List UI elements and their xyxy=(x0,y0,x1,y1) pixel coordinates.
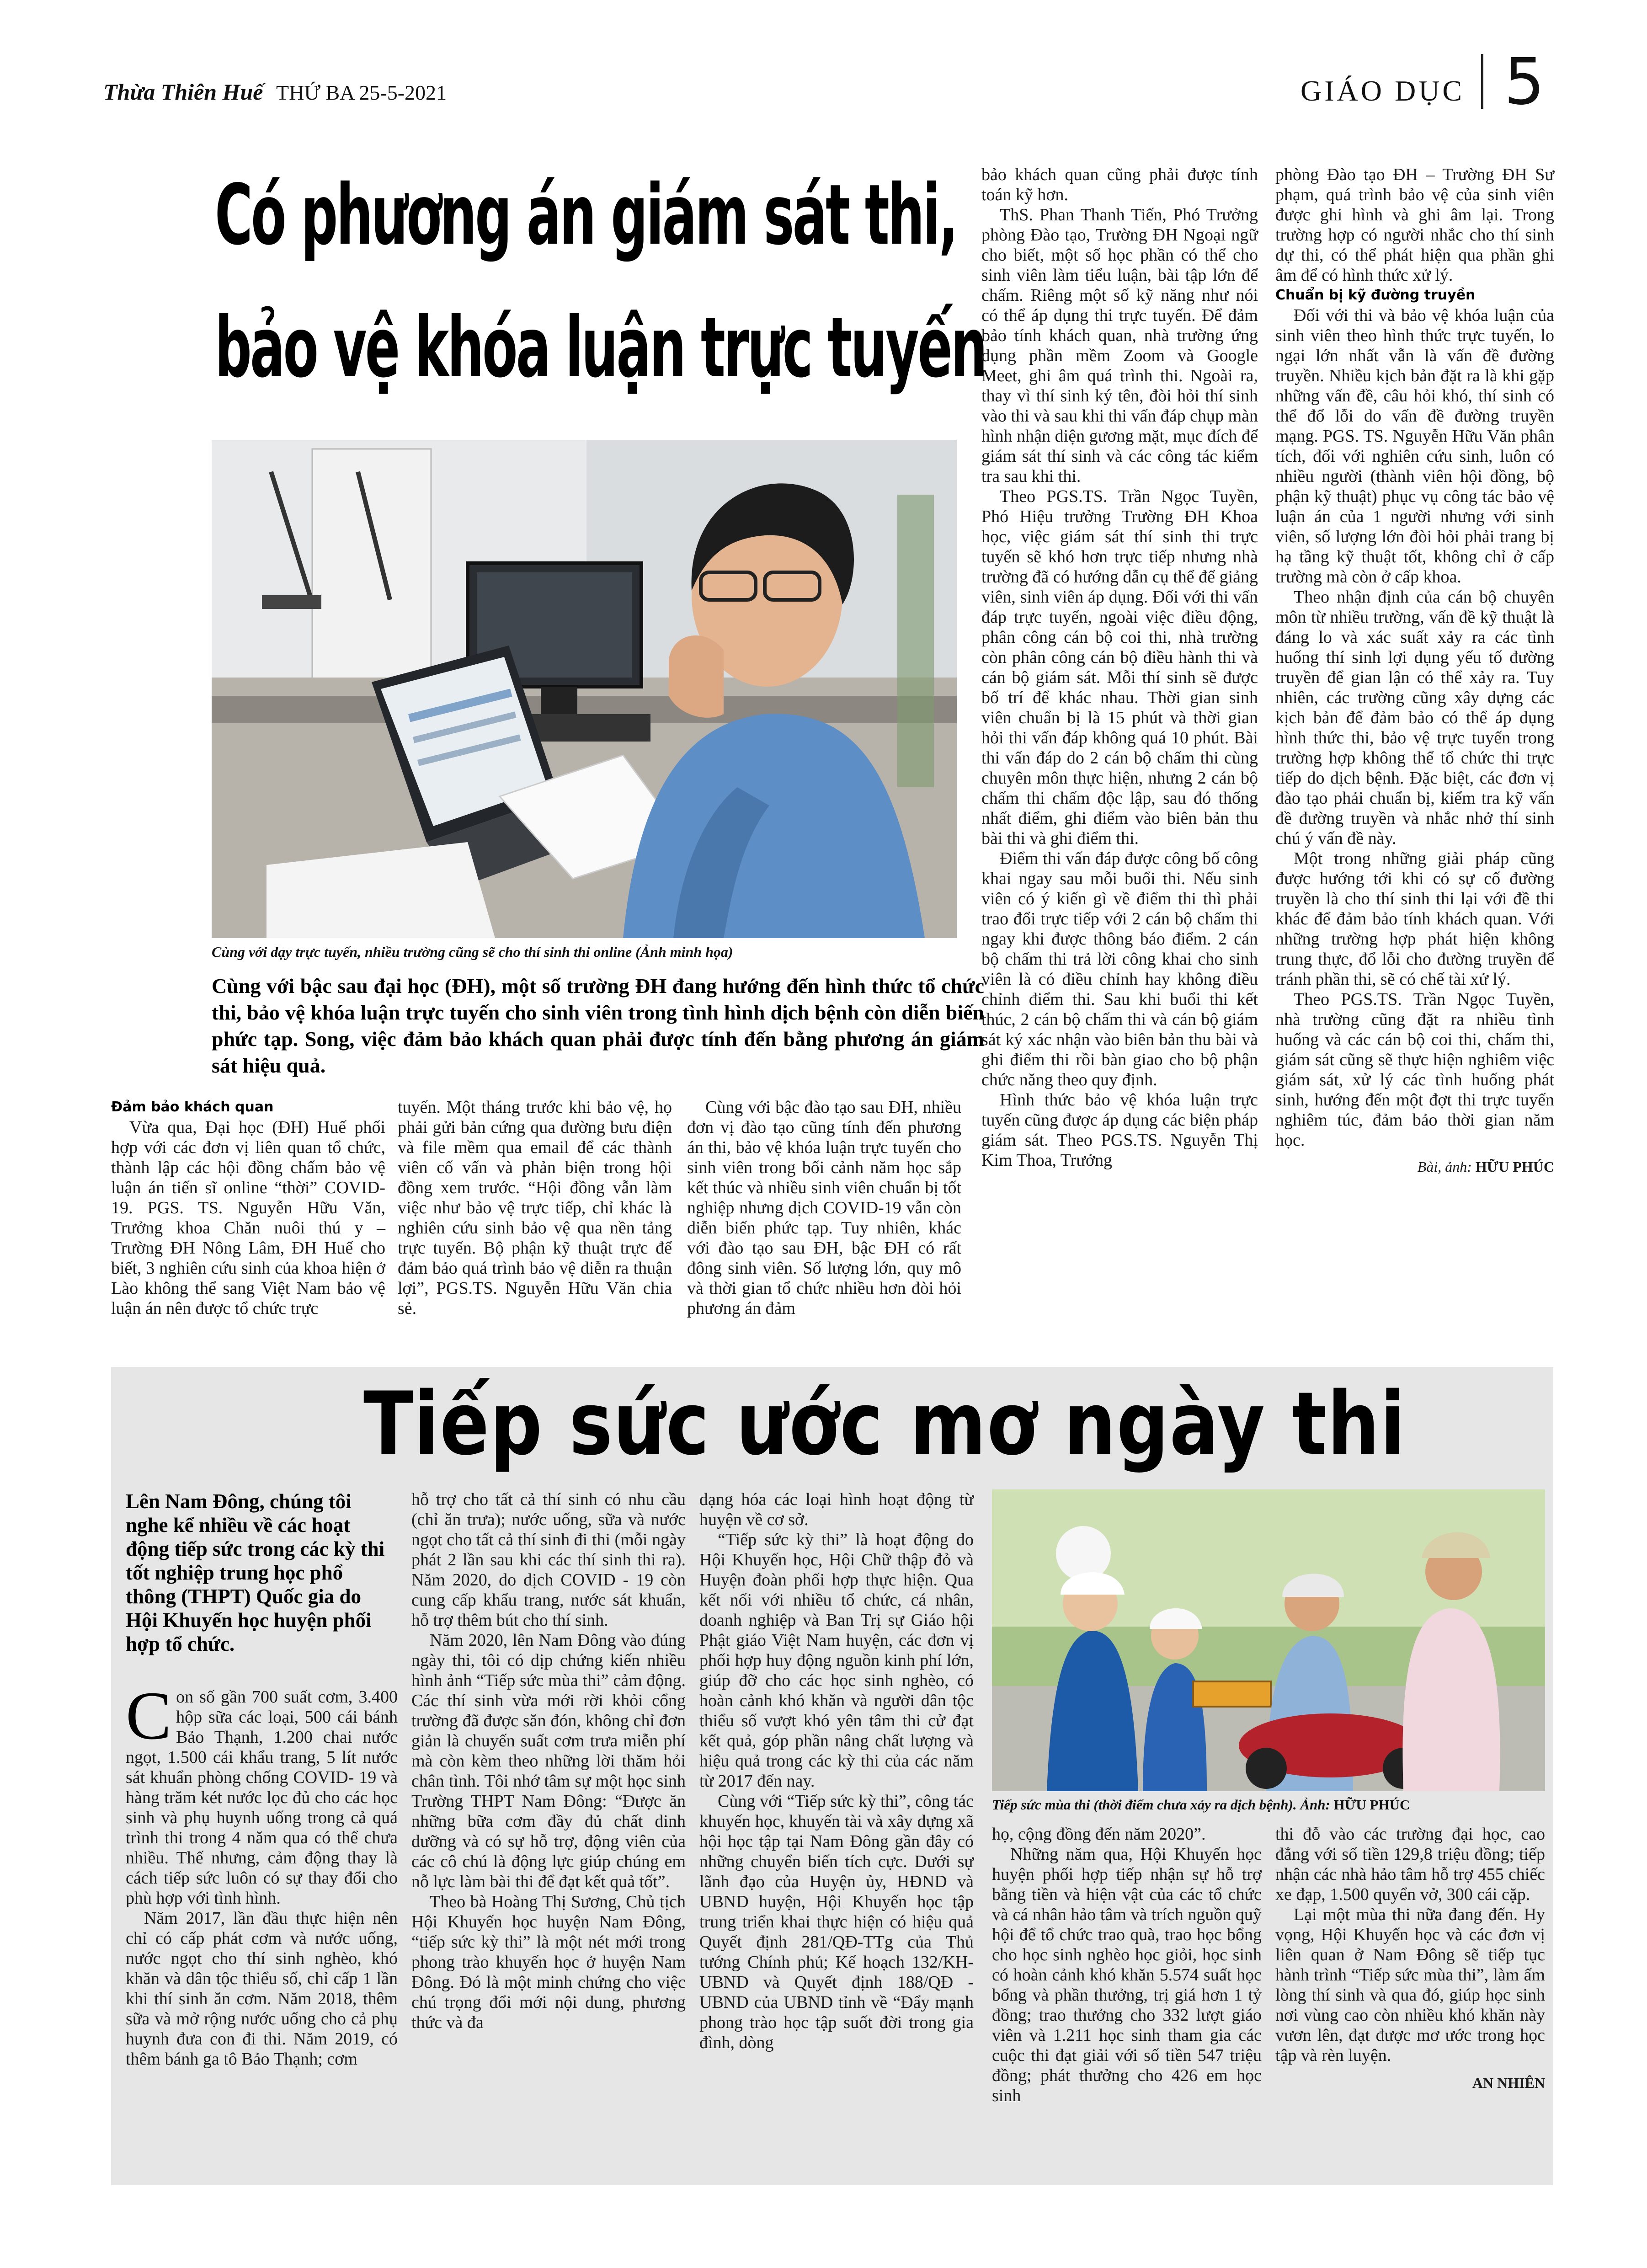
issue-date: THỨ BA 25-5-2021 xyxy=(276,81,447,104)
section-title: GIÁO DỤC xyxy=(1301,75,1465,107)
article1-byline xyxy=(1275,1157,1554,1177)
article1-col4-p1: bảo khách quan cũng phải được tính toán kỹ hơn. xyxy=(981,165,1258,204)
article2-col2-p3: Theo bà Hoàng Thị Sương, Chủ tịch Hội Khuyến học huyện Nam Đông, “tiếp sức kỳ thi” là một nét mới trong phong trào khuyến học ở huyện Nam Đông. Đó là một minh chứng cho việc chú trọng đổi mới nội dung, phương thức và đa xyxy=(411,1892,686,2032)
article1-col3-text: Cùng với bậc đào tạo sau ĐH, nhiều đơn vị đào tạo cũng tính đến phương án thi, bảo vệ khóa luận trực tuyến cho sinh viên trong bối cảnh năm học sắp kết thúc và nhiều sinh viên chuẩn bị tốt nghiệp nhưng dịch COVID-19 vẫn còn diễn biến phức tạp. Tuy nhiên, khác với đào tạo sau ĐH, bậc ĐH có rất đông sinh viên. Số lượng lớn, quy mô và thời gian tổ chức nhiều hơn đòi hỏi phương án đảm xyxy=(687,1098,961,1318)
article2-column-3 xyxy=(699,1489,974,2053)
header-divider xyxy=(1481,54,1483,109)
article1-headline-line2: bảo vệ khóa luận trực tuyến xyxy=(215,299,986,396)
article2-col3-p3: Cùng với “Tiếp sức kỳ thi”, công tác khuyến học, khuyến tài và xây dựng xã hội học tập tại Nam Đông gần đây có những chuyển biến tích cực. Dưới sự lãnh đạo của Huyện ủy, HĐND và UBND huyện, Hội Khuyến học tập trung triển khai thực hiện có hiệu quả Quyết định 281/QĐ-TTg của Thủ tướng Chính phủ; Kế hoạch 132/KH-UBND và Quyết định 188/QĐ - UBND của UBND tỉnh về “Đẩy mạnh phong trào học tập suốt đời trong gia đình, dòng xyxy=(699,1792,974,2052)
article2-col4-p2: Những năm qua, Hội Khuyến học huyện phối hợp tiếp nhận sự hỗ trợ bằng tiền và hiện vật của các tổ chức và cá nhân hảo tâm và trích nguồn quỹ hội để tổ chức trao quà, trao học bổng cho học sinh nghèo học giỏi, học sinh có hoàn cảnh khó khăn 5.574 suất học bổng và phần thưởng, trị giá hơn 1 tỷ đồng; trao thưởng cho 332 lượt giáo viên và 1.211 học sinh tham gia các cuộc thi đạt giải với số tiền 547 triệu đồng; phát thưởng cho 426 em học sinh xyxy=(992,1845,1262,2105)
article1-subhead-connection: Chuẩn bị kỹ đường truyền xyxy=(1275,287,1476,303)
article1-photo xyxy=(212,440,957,938)
masthead-paper-name: Thừa Thiên Huế xyxy=(103,79,263,105)
page-number: 5 xyxy=(1504,45,1545,119)
article2-col3-p1: dạng hóa các loại hình hoạt động từ huyện về cơ sở. xyxy=(699,1490,974,1529)
article1-lead: Cùng với bậc sau đại học (ĐH), một số trường ĐH đang hướng đến hình thức tổ chức thi, bảo vệ khóa luận trực tuyến cho sinh viên trong tình hình dịch bệnh còn diễn biến phức tạp. Song, việc đảm bảo khách quan phải được tính đến bằng phương án giám sát hiệu quả. xyxy=(212,974,984,1077)
article1-col5-p3: Theo nhận định của cán bộ chuyên môn từ nhiều trường, vấn đề kỹ thuật là đáng lo và xác suất xảy ra các tình huống thí sinh lợi dụng yếu tố đường truyền để gian lận có thể xảy ra. Tuy nhiên, các trường cũng xây dựng các kịch bản để đảm bảo có thể áp dụng hình thức thi, bảo vệ trực tuyến trong trường hợp không thể tổ chức thi trực tiếp do dịch bệnh. Đặc biệt, các đơn vị đào tạo phải chuẩn bị, kiểm tra kỹ vấn đề đường truyền và nhắc nhở thí sinh chú ý vấn đề này. xyxy=(1275,587,1554,848)
article2-column-5 xyxy=(1275,1824,1545,2093)
article1-col1-text: Vừa qua, Đại học (ĐH) Huế phối hợp với các đơn vị liên quan tổ chức, thành lập các hội đồng chấm bảo vệ luận án tiến sĩ online “thời” COVID-19. PGS. TS. Nguyễn Hữu Văn, Trưởng khoa Chăn nuôi thú y – Trường ĐH Nông Lâm, ĐH Huế cho biết, 3 nghiên cứu sinh của khoa hiện ở Lào không thể sang Việt Nam bảo vệ luận án nên được tổ chức trực xyxy=(111,1118,385,1318)
article1-col5-p4: Một trong những giải pháp cũng được hướng tới khi có sự cố đường truyền là cho thí sinh thi lại với đề thi khác để đảm bảo tính khách quan. Với những trường hợp phát hiện không trung thực, đổ lỗi cho đường truyền để tránh phần thi, sẽ có chế tài xử lý. xyxy=(1275,849,1554,989)
article1-headline-line1: Có phương án giám sát thi, xyxy=(215,166,957,263)
article2-photo xyxy=(992,1489,1545,1791)
article1-col4-p3: Theo PGS.TS. Trần Ngọc Tuyền, Phó Hiệu trưởng Trường ĐH Khoa học, việc giám sát thí sinh thi trực tuyến sẽ khó hơn trực tiếp nhưng nhà trường đã có hướng dẫn cụ thể để giảng viên, sinh viên áp dụng. Đối với thi vấn đáp trực tuyến, ngoài việc điều động, phân công cán bộ coi thi, nhà trường còn phân công cán bộ điều hành thi và cán bộ giám sát. Mỗi thí sinh sẽ được bố trí để khác nhau. Thời gian sinh viên chuẩn bị là 15 phút và thời gian hỏi thi vấn đáp không quá 10 phút. Bài thi vấn đáp do 2 cán bộ chấm thi cùng chuyên môn thực hiện, nhưng 2 cán bộ chấm thi chấm độc lập, sau đó thống nhất điểm, ghi điểm vào biên bản thu bài thi và ghi điểm thi. xyxy=(981,487,1258,848)
article2-byline-author: AN NHIÊN xyxy=(1472,2075,1545,2091)
article2-byline xyxy=(1275,2073,1545,2093)
article2-col1-p2: Năm 2017, lần đầu thực hiện nên chỉ có cấp phát cơm và nước uống, nước ngọt cho thí sinh nghèo, khó khăn và dân tộc thiểu số, chỉ cấp 1 lần khi thí sinh ăn cơm. Năm 2018, thêm sữa và mở rộng nước uống cho cả phụ huynh đưa con đi thi. Năm 2019, có thêm bánh ga tô Bảo Thạnh; cơm xyxy=(126,1909,398,2069)
article2-col5-p1: thi đỗ vào các trường đại học, cao đẳng với số tiền 129,8 triệu đồng; tiếp nhận các nhà hảo tâm hỗ trợ 455 chiếc xe đạp, 1.500 quyển vở, 300 cái cặp. xyxy=(1275,1825,1545,1904)
article1-column-5 xyxy=(1275,165,1554,1177)
article2-caption-text: Tiếp sức mùa thi (thời điểm chưa xảy ra dịch bệnh). Ảnh: xyxy=(992,1797,1330,1813)
article1-col2-text: tuyến. Một tháng trước khi bảo vệ, họ phải gửi bản cứng qua đường bưu điện và file mềm qua email để các thành viên cố vấn và phản biện trong hội đồng xem trước. “Hội đồng vẫn làm việc như bảo vệ trực tiếp, chỉ khác là nghiên cứu sinh bảo vệ qua nền tảng trực tuyến. Bộ phận kỹ thuật trực để đảm bảo quá trình bảo vệ diễn ra thuận lợi”, PGS.TS. Nguyễn Hữu Văn chia sẻ. xyxy=(398,1098,672,1318)
article1-byline-author: HỮU PHÚC xyxy=(1475,1158,1554,1175)
article2-column-1 xyxy=(126,1678,398,2069)
article2-photo-caption xyxy=(992,1796,1554,1814)
article1-column-4 xyxy=(981,165,1258,1170)
article1-column-3 xyxy=(687,1097,961,1318)
article1-col4-p4: Điểm thi vấn đáp được công bố công khai ngay sau mỗi buổi thi. Nếu sinh viên có ý kiến gì về điểm thi thì phải trao đổi trực tiếp với 2 cán bộ chấm thi ngay khi được thông báo điểm. 2 cán bộ chấm thi trả lời công khai cho sinh viên là có điều chỉnh hay không điều chỉnh điểm thi. Sau khi buổi thi kết thúc, 2 cán bộ chấm thi và cán bộ giám sát ký xác nhận vào biên bản thu bài và ghi điểm thi rồi bàn giao cho bộ phận chức năng theo quy định. xyxy=(981,849,1258,1089)
article2-col3-p2: “Tiếp sức kỳ thi” là hoạt động do Hội Khuyến học, Hội Chữ thập đỏ và Huyện đoàn phối hợp thực hiện. Qua kết nối với nhiều tổ chức, cá nhân, doanh nghiệp và Ban Trị sự Giáo hội Phật giáo Việt Nam huyện, các đơn vị phối hợp huy động nguồn kinh phí lớn, giúp đỡ cho các học sinh nghèo, có hoàn cảnh khó khăn và người dân tộc thiểu số vượt khó yên tâm thi cử đạt kết quả, góp phần nâng chất lượng và hiệu quả trong các kỳ thi của các năm từ 2017 đến nay. xyxy=(699,1530,974,1791)
article1-col5-p1: phòng Đào tạo ĐH – Trường ĐH Sư phạm, quá trình bảo vệ của sinh viên được ghi hình và ghi âm lại. Trong trường hợp có người nhắc cho thí sinh dự thi, có thể phát hiện qua phần ghi âm để có hình thức xử lý. xyxy=(1275,165,1554,285)
article2-dropcap: C xyxy=(126,1678,172,1754)
article1-subhead-objectivity: Đảm bảo khách quan xyxy=(111,1099,274,1115)
article1-photo-caption: Cùng với dạy trực tuyến, nhiều trường cũng sẽ cho thí sinh thi online (Ảnh minh họa) xyxy=(212,944,733,960)
article1-col5-p2: Đối với thi và bảo vệ khóa luận của sinh viên theo hình thức trực tuyến, lo ngại lớn nhất vẫn là vấn đề đường truyền. Nhiều kịch bản đặt ra là khi gặp những vấn đề, câu hỏi khó, thí sinh có thể đổ lỗi do vấn đề đường truyền mạng. PGS. TS. Nguyễn Hữu Văn phân tích, đối với nghiên cứu sinh, luôn có nhiều người (thành viên hội đồng, bộ phận kỹ thuật) phục vụ công tác bảo vệ luận án của 1 người nhưng với sinh viên, số lượng lớn đòi hỏi phải trang bị hạ tầng kỹ thuật tốt, không chỉ ở cấp trường mà còn ở cấp khoa. xyxy=(1275,306,1554,587)
volunteer-photo-illustration xyxy=(992,1489,1545,1791)
article2-headline: Tiếp sức ước mơ ngày thi xyxy=(363,1373,1406,1474)
article2-column-2 xyxy=(411,1489,686,2033)
article2-col2-p1: hỗ trợ cho tất cả thí sinh có nhu cầu (chỉ ăn trưa); nước uống, sữa và nước ngọt cho tất cả thí sinh đi thi (mỗi ngày phát 2 lần sau khi các thí sinh thi ra). Năm 2020, do dịch COVID - 19 còn cung cấp khẩu trang, nước sát khuẩn, hỗ trợ thêm bút cho thí sinh. xyxy=(411,1490,686,1630)
article1-col4-p2: ThS. Phan Thanh Tiến, Phó Trưởng phòng Đào tạo, Trường ĐH Ngoại ngữ cho biết, một số học phần có thể cho sinh viên làm tiểu luận, bài tập lớn để chấm. Riêng một số kỹ năng như nói có thể áp dụng thi trực tuyến. Để đảm bảo tính khách quan, nhà trường ứng dụng phần mềm Zoom và Google Meet, ghi âm quá trình thi. Ngoài ra, thay vì thí sinh ký tên, đòi hỏi thí sinh vào thi và sau khi thi vấn đáp chụp màn hình nhận diện gương mặt, mục đích để giám sát thí sinh và các công tác kiểm tra sau khi thi. xyxy=(981,205,1258,486)
office-photo-illustration xyxy=(212,440,957,938)
article2-col4-p1: họ, cộng đồng đến năm 2020”. xyxy=(992,1825,1206,1844)
article2-column-4 xyxy=(992,1824,1262,2106)
article2-col1-p1: on số gần 700 suất cơm, 3.400 hộp sữa các loại, 500 cái bánh Bảo Thạnh, 1.200 chai nước ngọt, 1.500 cái khẩu trang, 5 lít nước sát khuẩn phòng chống COVID- 19 và hàng trăm két nước lọc đủ cho các học sinh và phụ huynh uống trong cả quá trình thi trong 4 năm qua có thể chưa nhiều. Thế nhưng, cảm động thay là cách tiếp sức luôn có sự thay đổi cho phù hợp với tình hình. xyxy=(126,1687,398,1908)
article1-col5-p5: Theo PGS.TS. Trần Ngọc Tuyền, nhà trường cũng đặt ra nhiều tình huống và các cán bộ coi thi, chấm thi, giám sát cũng sẽ thực hiện nghiêm việc giám sát, xử lý các tình huống phát sinh, hướng đến một đợt thi trực tuyến nghiêm túc, đảm bảo thời gian năm học. xyxy=(1275,990,1554,1150)
article1-col4-p5: Hình thức bảo vệ khóa luận trực tuyến cũng được áp dụng các biện pháp giám sát. Theo PGS.TS. Nguyễn Thị Kim Thoa, Trưởng xyxy=(981,1090,1258,1170)
article2-col2-p2: Năm 2020, lên Nam Đông vào đúng ngày thi, tôi có dịp chứng kiến nhiều hình ảnh “Tiếp sức mùa thi” cảm động. Các thí sinh vừa mới rời khỏi cổng trường đã được săn đón, không chỉ đơn giản là chuyến suất cơm trưa miễn phí mà còn kèm theo những lời thăm hỏi chân tình. Tôi nhớ tâm sự một học sinh Trường THPT Nam Đông: “Được ăn những bữa cơm đầy đủ chất dinh dưỡng và có sự hỗ trợ, động viên của các cô chú là động lực giúp chúng em nỗ lực làm bài thi để đạt kết quả tốt”. xyxy=(411,1631,686,1891)
article2-lead: Lên Nam Đông, chúng tôi nghe kể nhiều về các hoạt động tiếp sức trong các kỳ thi tốt nghiệp trung học phổ thông (THPT) Quốc gia do Hội Khuyến học huyện phối hợp tổ chức. xyxy=(126,1490,385,1655)
article1-column-2 xyxy=(398,1097,672,1318)
article1-byline-prefix: Bài, ảnh: xyxy=(1417,1158,1472,1175)
article1-column-1 xyxy=(111,1097,385,1318)
article2-col5-p2: Lại một mùa thi nữa đang đến. Hy vọng, Hội Khuyến học và các đơn vị liên quan ở Nam Đông sẽ tiếp tục hành trình “Tiếp sức mùa thi”, làm ấm lòng thí sinh và qua đó, giúp học sinh nơi vùng cao còn nhiều khó khăn này vươn lên, đạt được mơ ước trong học tập và rèn luyện. xyxy=(1275,1905,1545,2065)
article2-caption-credit: HỮU PHÚC xyxy=(1333,1797,1410,1813)
